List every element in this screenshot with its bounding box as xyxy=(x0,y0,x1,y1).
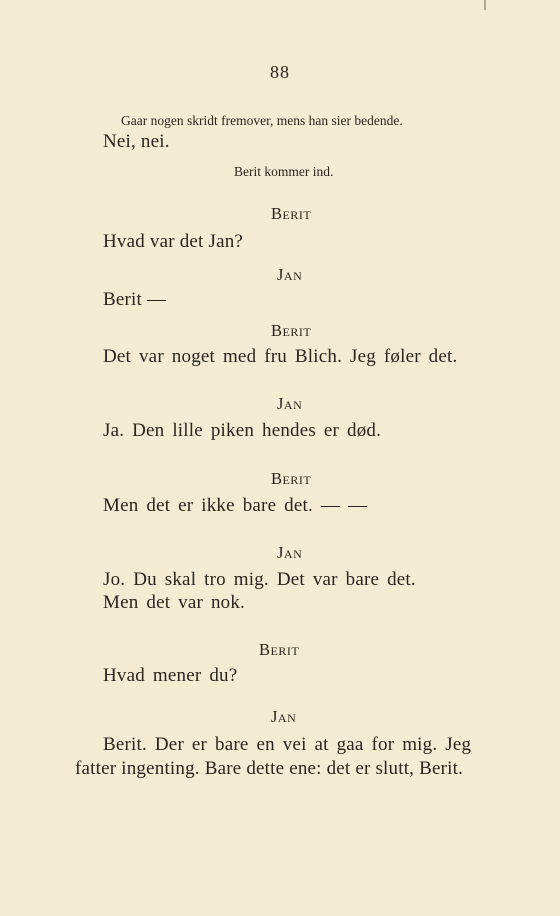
speaker-name: Berit xyxy=(259,640,300,659)
speaker-name: Berit xyxy=(271,204,312,223)
speaker-name: Jan xyxy=(277,394,303,413)
speaker-name: Jan xyxy=(277,265,303,284)
dialogue-line: Hvad var det Jan? xyxy=(103,231,244,252)
speaker-name: Jan xyxy=(271,707,297,726)
dialogue-line: Men det er ikke bare det. — — xyxy=(103,495,368,516)
dialogue-line: Berit. Der er bare en vei at gaa for mig. Jeg xyxy=(103,734,472,755)
paper-mark xyxy=(484,0,486,10)
dialogue-line: Det var noget med fru Blich. Jeg føler det. xyxy=(103,346,458,367)
speaker-name: Berit xyxy=(271,469,312,488)
dialogue-line: Nei, nei. xyxy=(103,131,170,152)
speaker-name: Berit xyxy=(271,321,312,340)
dialogue-line: Berit — xyxy=(103,289,167,310)
dialogue-line: Men det var nok. xyxy=(103,592,245,613)
dialogue-line: Jo. Du skal tro mig. Det var bare det. xyxy=(103,569,416,590)
stage-direction: Gaar nogen skridt fremover, mens han sier bedende. xyxy=(121,113,403,128)
stage-direction: Berit kommer ind. xyxy=(234,164,334,179)
speaker-name: Jan xyxy=(277,543,303,562)
dialogue-line: Ja. Den lille piken hendes er død. xyxy=(103,420,382,441)
page-number: 88 xyxy=(270,62,290,82)
dialogue-line: fatter ingenting. Bare dette ene: det er slutt, Berit. xyxy=(75,758,464,779)
dialogue-line: Hvad mener du? xyxy=(103,665,238,686)
